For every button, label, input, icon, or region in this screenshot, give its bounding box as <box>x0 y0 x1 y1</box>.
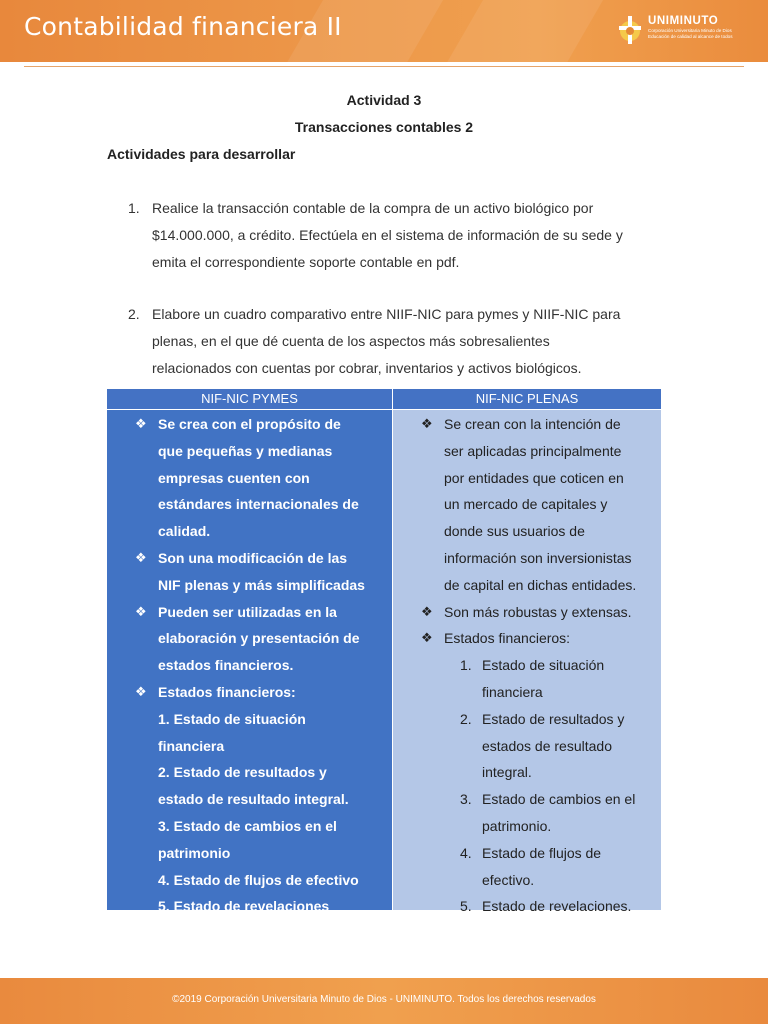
item-continuation: de capital en dichas entidades. <box>444 576 637 593</box>
item-continuation: patrimonio. <box>482 817 552 834</box>
section-heading: Actividades para desarrollar <box>107 146 296 162</box>
task-number: 2. <box>128 306 140 322</box>
bullet-text: Pueden ser utilizadas en la <box>158 603 337 620</box>
numbered-item <box>393 706 653 733</box>
bullet-text: Son una modificación de las <box>158 549 348 566</box>
item-number: 1. <box>460 657 472 674</box>
numbered-item <box>393 652 653 679</box>
diamond-bullet-icon: ❖ <box>135 549 147 565</box>
logo-name: UNIMINUTO <box>648 15 719 27</box>
item-continuation: 5. Estado de revelaciones <box>158 898 330 915</box>
bullet-text: Son más robustas y extensas. <box>444 603 632 620</box>
diamond-bullet-icon: ❖ <box>135 416 147 431</box>
bullet-item <box>393 625 653 652</box>
item-continuation: 3. Estado de cambios en el <box>158 817 337 834</box>
numbered-item <box>393 840 653 867</box>
uniminuto-emblem-icon <box>614 14 646 46</box>
pymes-column <box>107 389 392 915</box>
item-text: Estado de resultados y <box>482 710 625 727</box>
activity-title: Actividad 3 <box>346 92 422 108</box>
pymes-column-body <box>107 410 392 920</box>
task-line: Realice la transacción contable de la compra de un activo biológico por <box>152 200 594 216</box>
item-continuation: efectivo. <box>482 871 535 888</box>
item-number: 4. <box>460 844 472 861</box>
uniminuto-logo <box>614 12 744 48</box>
task-item <box>108 301 661 382</box>
item-text: Estado de cambios en el <box>482 791 636 808</box>
task-line: $14.000.000, a crédito. Efectúela en el sistema de información de su sede y <box>152 227 623 243</box>
item-continuation: un mercado de capitales y <box>444 496 608 513</box>
item-continuation: calidad. <box>158 523 211 540</box>
item-continuation: patrimonio <box>158 844 231 861</box>
logo-subtitle-line: Educación de calidad al alcance de todos <box>648 34 733 39</box>
task-line: emita el correspondiente soporte contable en pdf. <box>152 254 460 270</box>
numbered-item <box>393 786 653 813</box>
task-number: 1. <box>128 200 140 216</box>
course-title: Contabilidad financiera II <box>24 12 342 41</box>
bullet-text: Estados financieros: <box>158 683 296 700</box>
item-continuation: estados financieros. <box>158 657 294 674</box>
diamond-bullet-icon: ❖ <box>421 603 433 619</box>
diamond-bullet-icon: ❖ <box>135 683 147 699</box>
bullet-text: Se crean con la intención de <box>444 416 621 432</box>
task-line: Elabore un cuadro comparativo entre NIIF-NIC para pymes y NIIF-NIC para <box>152 306 621 322</box>
bullet-item <box>393 599 653 626</box>
diamond-bullet-icon: ❖ <box>421 630 433 646</box>
header-banner <box>0 0 768 62</box>
item-continuation: por entidades que coticen en <box>444 469 624 486</box>
copyright-text: ©2019 Corporación Universitaria Minuto de Dios - UNIMINUTO. Todos los derechos reservados <box>172 994 596 1005</box>
pymes-column-header: NIF-NIC PYMES <box>107 389 392 410</box>
numbered-item <box>393 893 653 920</box>
bullet-item <box>393 411 653 438</box>
bullet-text: Estados financieros: <box>444 630 571 647</box>
item-continuation: estados de resultado <box>482 737 612 754</box>
item-text: Estado de situación <box>482 657 605 674</box>
item-continuation: empresas cuenten con <box>158 469 310 486</box>
item-continuation: estándares internacionales de <box>158 496 359 513</box>
item-continuation: 4. Estado de flujos de efectivo <box>158 871 359 888</box>
item-continuation: financiera <box>158 737 225 754</box>
task-text <box>152 301 661 382</box>
header-divider <box>24 66 744 67</box>
bullet-item <box>107 411 384 438</box>
bullet-item <box>107 599 384 626</box>
item-continuation: donde sus usuarios de <box>444 523 585 540</box>
item-number: 5. <box>460 898 472 915</box>
item-continuation: integral. <box>482 764 532 781</box>
item-continuation: elaboración y presentación de <box>158 630 360 647</box>
footer-banner <box>0 978 768 1024</box>
task-text <box>152 195 661 276</box>
item-continuation: financiera <box>482 683 543 700</box>
item-continuation: 2. Estado de resultados y <box>158 764 327 781</box>
banner-decoration <box>414 0 626 62</box>
diamond-bullet-icon: ❖ <box>135 603 147 619</box>
plenas-column-body <box>393 410 661 920</box>
item-continuation: que pequeñas y medianas <box>158 442 333 459</box>
bullet-item <box>107 679 384 706</box>
item-text: Estado de flujos de <box>482 844 602 861</box>
item-continuation: estado de resultado integral. <box>158 791 349 808</box>
item-text: Estado de revelaciones. <box>482 898 632 915</box>
item-number: 3. <box>460 791 472 808</box>
logo-subtitle <box>648 28 744 40</box>
task-line: plenas, en el que dé cuenta de los aspectos más sobresalientes <box>152 333 550 349</box>
item-continuation: ser aplicadas principalmente <box>444 442 622 459</box>
diamond-bullet-icon: ❖ <box>421 416 433 431</box>
plenas-column <box>393 389 661 915</box>
item-continuation: 1. Estado de situación <box>158 710 306 727</box>
item-continuation: NIF plenas y más simplificadas <box>158 576 365 593</box>
task-line: relacionados con cuentas por cobrar, inventarios y activos biológicos. <box>152 360 582 376</box>
activity-subtitle: Transacciones contables 2 <box>294 119 474 135</box>
plenas-column-header: NIF-NIC PLENAS <box>393 389 661 410</box>
task-item <box>108 195 661 276</box>
logo-subtitle-line: Corporación Universitaria Minuto de Dios <box>648 28 732 33</box>
bullet-text: Se crea con el propósito de <box>158 416 341 432</box>
bullet-item <box>107 545 384 572</box>
item-number: 2. <box>460 710 472 727</box>
item-continuation: información son inversionistas <box>444 549 632 566</box>
comparison-table <box>107 389 661 915</box>
